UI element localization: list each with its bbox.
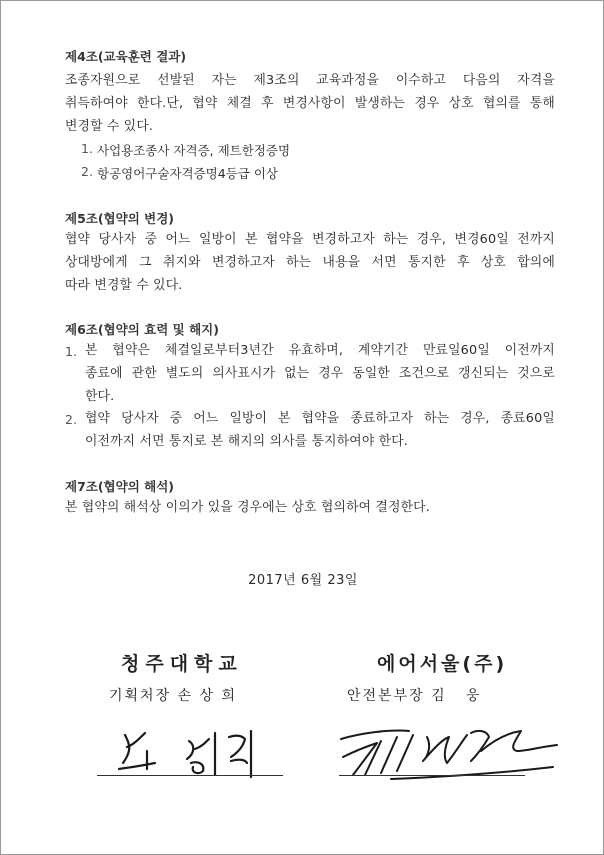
article-4-item: 항공영어구술자격증명4등급 이상 <box>97 166 278 181</box>
article-4-line: 조종자원으로 선발된 자는 제3조의 교육과정을 이수하고 다음의 자격을 <box>65 73 555 88</box>
article-6-item-number: 1. <box>65 344 77 359</box>
article-4-item-number: 1. <box>81 141 93 156</box>
party-right-org: 에어서울(주) <box>377 653 508 675</box>
signature-left <box>111 723 271 783</box>
article-5-title: 제5조(협약의 변경) <box>65 211 175 226</box>
article-5-line: 협약 당사자 중 어느 일방이 본 협약을 변경하고자 하는 경우, 변경60일 전까지 <box>65 232 555 247</box>
signature-line-left <box>97 775 283 776</box>
article-6-title: 제6조(협약의 효력 및 해지) <box>65 322 219 337</box>
article-7-line: 본 협약의 해석상 이의가 있을 경우에는 상호 협의하여 결정한다. <box>65 500 431 515</box>
party-right-signer: 안전본부장 김 웅 <box>347 688 482 704</box>
article-4-title: 제4조(교육훈련 결과) <box>65 49 187 64</box>
article-7-title: 제7조(협약의 해석) <box>65 479 175 494</box>
agreement-date: 2017년 6월 23일 <box>248 573 358 588</box>
article-4-line: 취득하여야 한다.단, 협약 체결 후 변경사항이 발생하는 경우 상호 협의를 통해 <box>65 96 555 111</box>
signature-right <box>331 717 561 787</box>
party-left-org: 청주대학교 <box>121 653 243 675</box>
article-4-line: 변경할 수 있다. <box>65 119 154 134</box>
article-4-item: 사업용조종사 자격증, 제트한정증명 <box>97 143 291 158</box>
article-6-item-line: 본 협약은 체결일로부터3년간 유효하며, 계약기간 만료일60일 이전까지 <box>85 343 555 358</box>
signature-line-right <box>339 775 525 776</box>
article-5-line: 따라 변경할 수 있다. <box>65 278 183 293</box>
article-4-item-number: 2. <box>81 164 93 179</box>
article-6-item-line: 이전까지 서면 통지로 본 해지의 의사를 통지하여야 한다. <box>85 434 409 449</box>
article-6-item-line: 협약 당사자 중 어느 일방이 본 협약을 종료하고자 하는 경우, 종료60일 <box>85 411 555 426</box>
article-6-item-line: 한다. <box>85 389 115 404</box>
article-5-line: 상대방에게 그 취지와 변경하고자 하는 내용을 서면 통지한 후 상호 합의에 <box>65 255 555 270</box>
party-left-signer: 기획처장 손 상 희 <box>109 688 238 704</box>
article-6-item-number: 2. <box>65 412 77 427</box>
article-6-item-line: 종료에 관한 별도의 의사표시가 없는 경우 동일한 조건으로 갱신되는 것으로 <box>85 366 555 381</box>
